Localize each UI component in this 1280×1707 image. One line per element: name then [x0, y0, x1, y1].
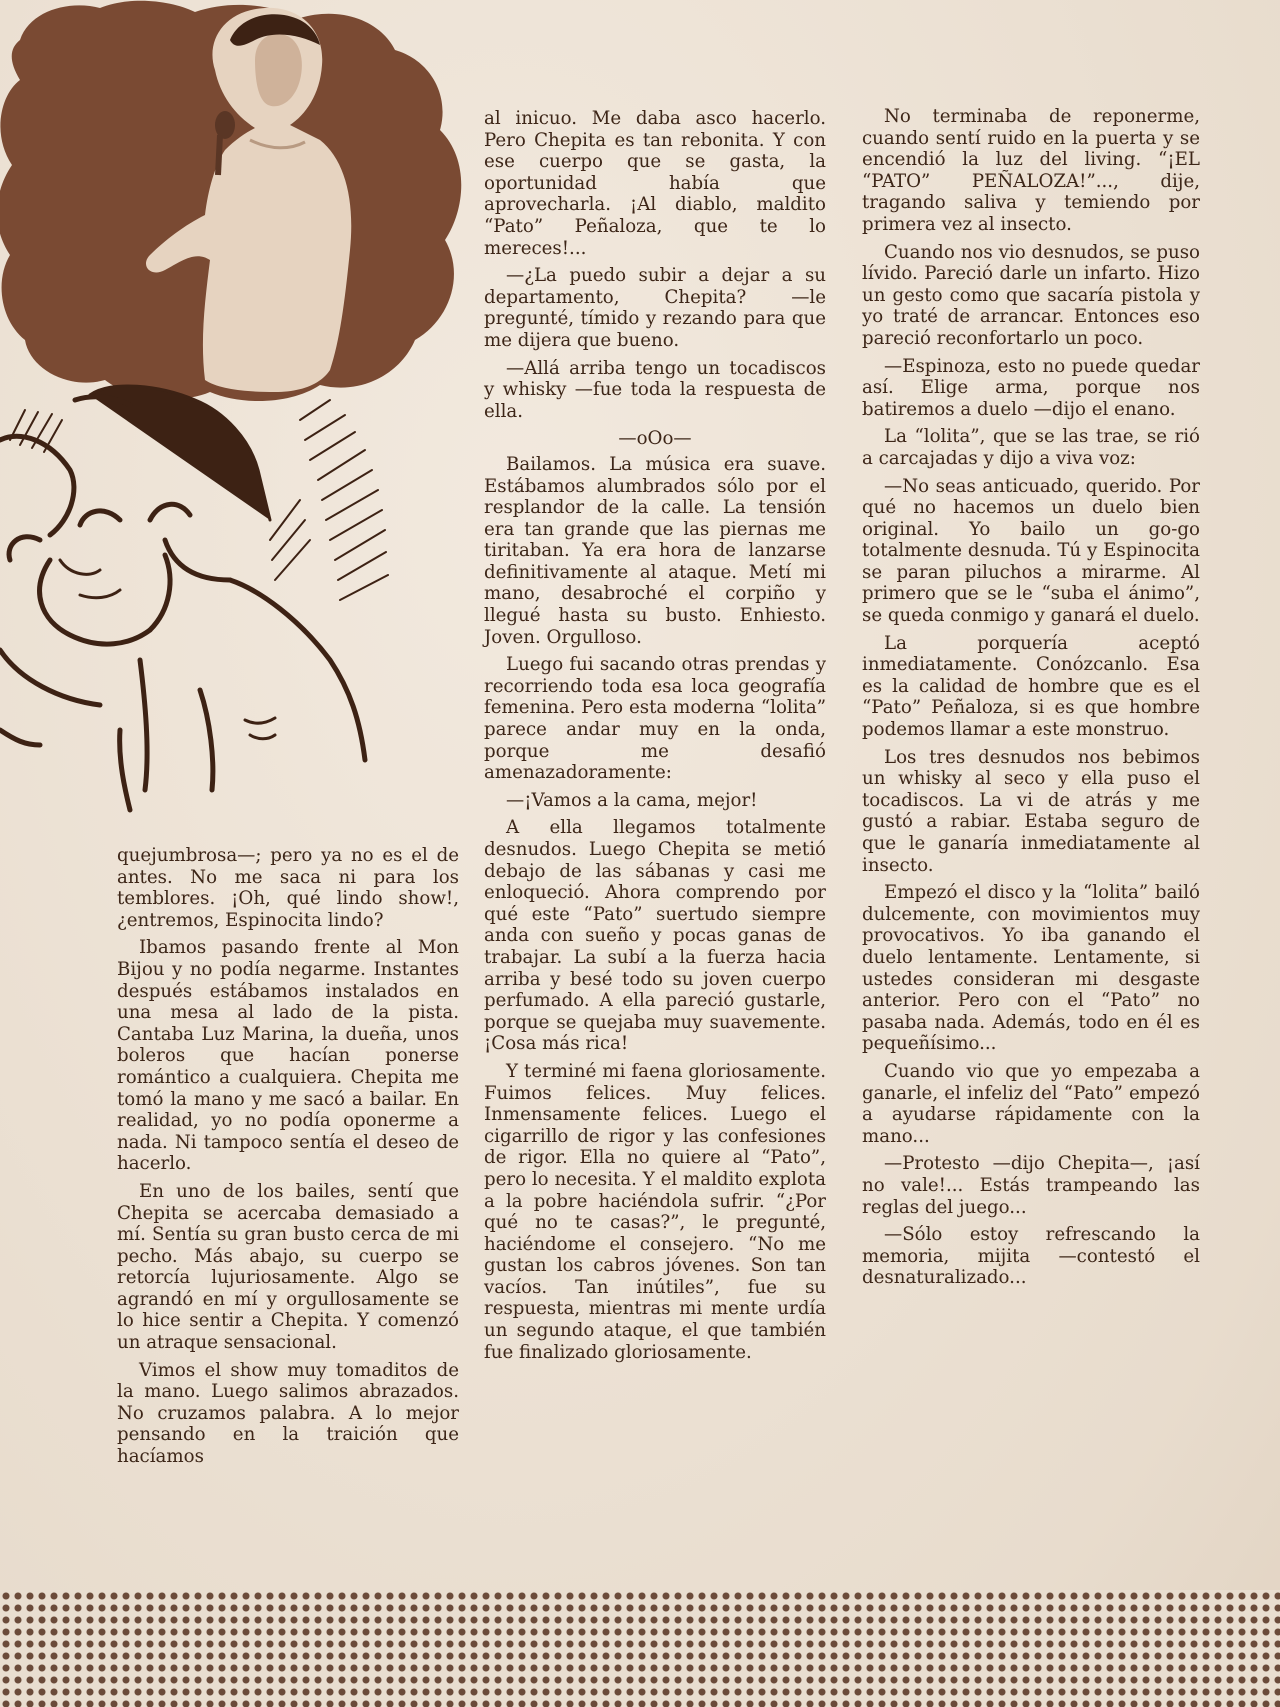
article-column-1 [117, 845, 459, 1474]
singer-thought-bubble [0, 1, 461, 401]
paragraph: quejumbrosa—; pero ya no es el de antes. No me saca ni para los temblores. ¡Oh, qué lindo show!, ¿entremos, Espinocita lindo? [117, 845, 459, 931]
paragraph: —¡Vamos a la cama, mejor! [506, 789, 758, 811]
paragraph: —Allá arriba tengo un tocadiscos y whisky —fue toda la respuesta de ella. [484, 357, 826, 422]
paragraph: No terminaba de reponerme, cuando sentí ruido en la puerta y se encendió la luz del living. “¡EL “PATO” PEÑALOZA!”..., dije, tragando saliva y temiendo por primera vez al insecto. [862, 106, 1200, 235]
paragraph: —No seas anticuado, querido. Por qué no hacemos un duelo bien original. Yo bailo un go-go totalmente desnuda. Tú y Espinocita se paran piluchos a mirarme. Al primero que se le “suba el ánimo”, se queda conmigo y ganará el duelo. [862, 475, 1200, 627]
paragraph: —Sólo estoy refrescando la memoria, mijita —contestó el desnaturalizado... [862, 1224, 1200, 1289]
paragraph: —¿La puedo subir a dejar a su departamento, Chepita? —le pregunté, tímido y rezando para que me dijera que bueno. [484, 265, 826, 351]
paragraph: —Protesto —dijo Chepita—, ¡así no vale!... Estás trampeando las reglas del juego... [862, 1153, 1200, 1218]
section-separator: —oOo— [618, 428, 692, 450]
paragraph: A ella llegamos totalmente desnudos. Luego Chepita se metió debajo de las sábanas y casi me enloqueció. Ahora comprendo por qué este “Pato” suertudo siempre anda con sueño y pocas ganas de trabajar. La subí a la fuerza hacia arriba y besé todo su joven cuerpo perfumado. A ella pareció gustarle, porque se quejaba muy suavemente. ¡Cosa más rica! [484, 817, 826, 1055]
cartoon-man [0, 386, 388, 810]
paragraph: La “lolita”, que se las trae, se rió a carcajadas y dijo a viva voz: [862, 426, 1200, 469]
paragraph: Empezó el disco y la “lolita” bailó dulcemente, con movimientos muy provocativos. Yo iba ganando el duelo lentamente. Lentamente, si ustedes consideran mi desgaste anterior. Pero con el “Pato” no pasaba nada. Además, todo en él es pequeñísimo... [862, 882, 1200, 1055]
paragraph: Bailamos. La música era suave. Estábamos alumbrados sólo por el resplandor de la calle. La tensión era tan grande que las piernas me tiritaban. Ya era hora de lanzarse definitivamente al ataque. Metí mi mano, desabroché el corpiño y llegué hasta su busto. Enhiesto. Joven. Orgulloso. [484, 453, 826, 648]
paragraph: al inicuo. Me daba asco hacerlo. Pero Chepita es tan rebonita. Y con ese cuerpo que se gasta, la oportunidad había que aprovecharla. ¡Al diablo, maldito “Pato” Peñaloza, que te lo mereces!... [484, 108, 826, 259]
paragraph: Cuando nos vio desnudos, se puso lívido. Pareció darle un infarto. Hizo un gesto como que sacaría pistola y yo traté de arrancar. Entonces eso pareció reconfortarlo un poco. [862, 241, 1200, 349]
paragraph: Luego fui sacando otras prendas y recorriendo toda esa loca geografía femenina. Pero esta moderna “lolita” parece andar muy en la onda, porque me desafió amenazadoramente: [484, 654, 826, 784]
paragraph: Los tres desnudos nos bebimos un whisky al seco y ella puso el tocadiscos. La vi de atrás y me gustó a rabiar. Estaba seguro de que le ganaría inmediatamente al insecto. [862, 746, 1200, 876]
paragraph: En uno de los bailes, sentí que Chepita se acercaba demasiado a mí. Sentía su gran busto cerca de mi pecho. Más abajo, su cuerpo se retorcía lujuriosamente. Algo se agrandó en mí y orgullosamente se lo hice sentir a Chepita. Y comenzó un atraque sensacional. [117, 1180, 459, 1354]
paragraph: Ibamos pasando frente al Mon Bijou y no podía negarme. Instantes después estábamos instalados en una mesa al lado de la pista. Cantaba Luz Marina, la dueña, unos boleros que hacían ponerse romántico a cualquiera. Chepita me tomó la mano y me sacó a bailar. En realidad, yo no podía oponerme a nada. Ni tampoco sentía el deseo de hacerlo. [117, 937, 459, 1175]
paragraph: Vimos el show muy tomaditos de la mano. Luego salimos abrazados. No cruzamos palabra. A lo mejor pensando en la traición que hacíamos [117, 1359, 459, 1468]
article-column-2 [484, 108, 826, 1369]
paragraph: Cuando vio que yo empezaba a ganarle, el infeliz del “Pato” empezó a ayudarse rápidamente con la mano... [862, 1060, 1200, 1147]
halftone-dot-border [0, 1590, 1280, 1707]
paragraph: La porquería aceptó inmediatamente. Conózcanlo. Esa es la calidad de hombre que es el “Pato” Peñaloza, si es que hombre podemos llamar a este monstruo. [862, 632, 1200, 741]
article-column-3 [862, 106, 1200, 1295]
paragraph: Y terminé mi faena gloriosamente. Fuimos felices. Muy felices. Inmensamente felices. Luego el cigarrillo de rigor y las confesiones de rigor. Ella no quiere al “Pato”, pero lo necesita. Y el maldito explota a la pobre haciéndola sufrir. “¿Por qué no te casas?”, le pregunté, haciéndome el consejero. “No me gustan los cabros jóvenes. Son tan vacíos. Tan inútiles”, fue su respuesta, mientras mi mente urdía un segundo ataque, el que también fue finalizado gloriosamente. [484, 1060, 826, 1363]
paragraph: —Espinoza, esto no puede quedar así. Elige arma, porque nos batiremos a duelo —dijo el enano. [862, 355, 1200, 420]
article-illustration [0, 0, 480, 830]
